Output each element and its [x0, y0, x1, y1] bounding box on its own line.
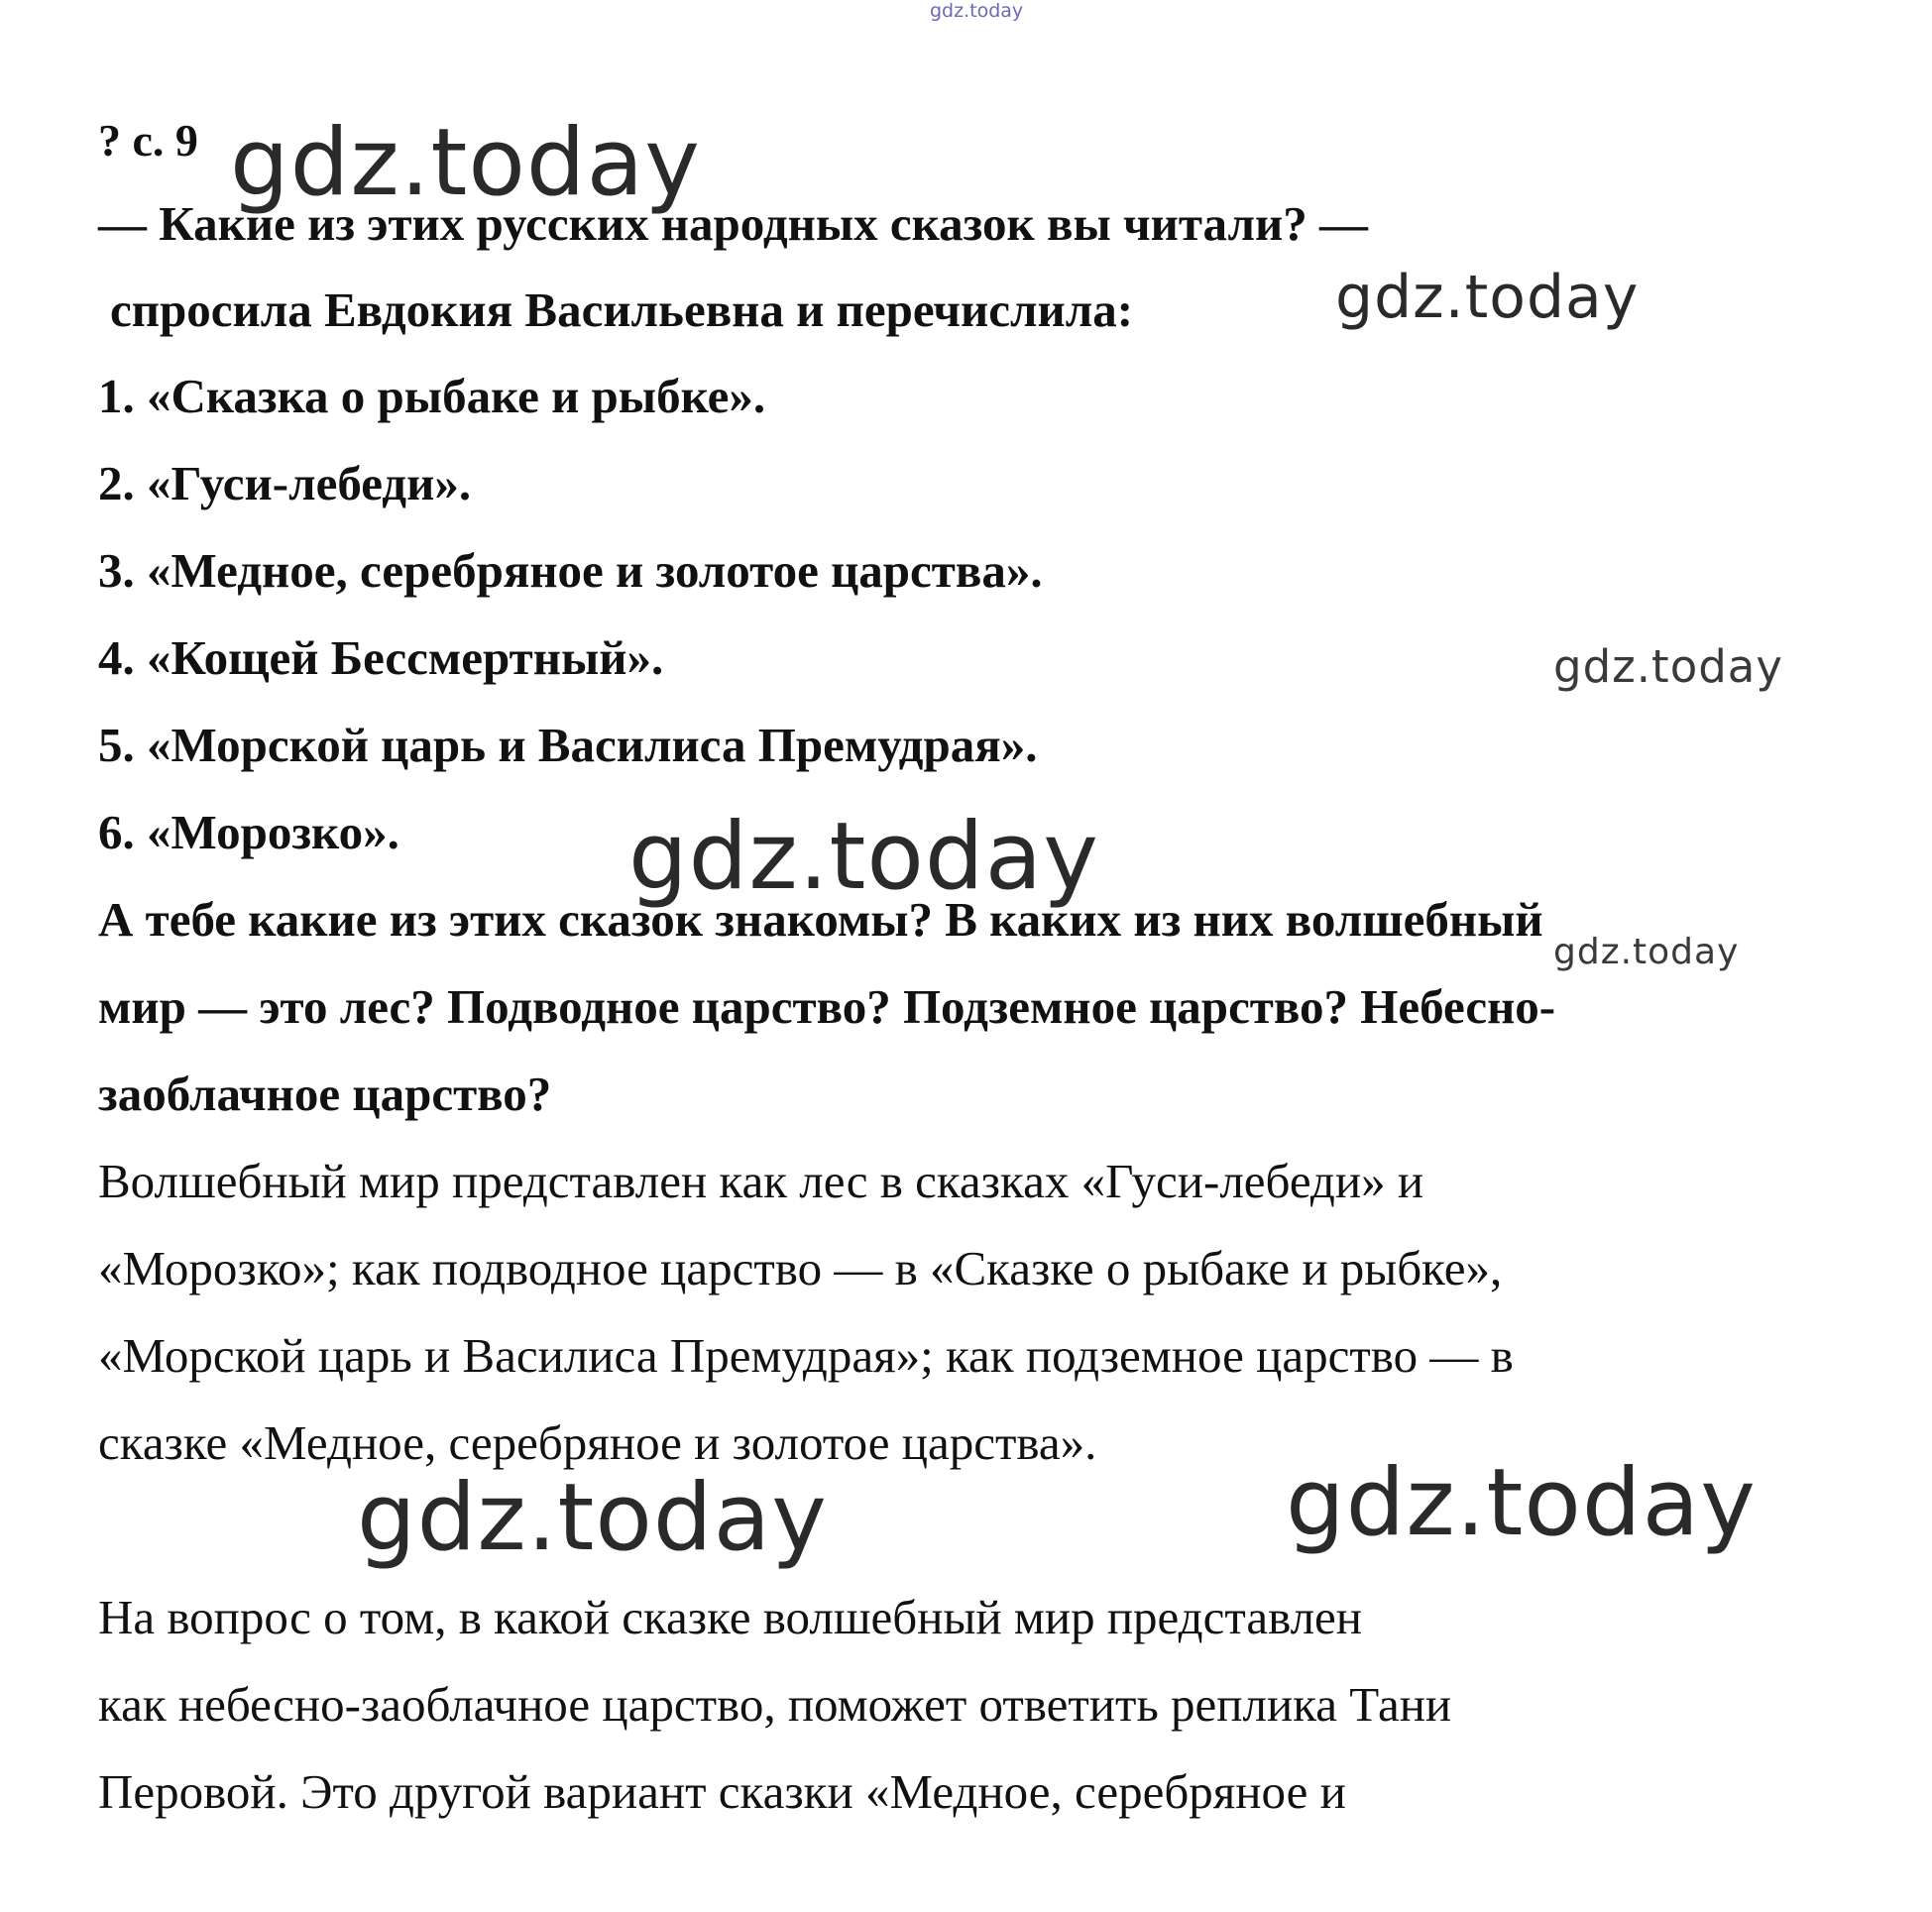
list-item-6: 6. «Морозко». [98, 805, 399, 859]
watermark-6: gdz.today [357, 1464, 828, 1572]
list-item-1: 1. «Сказка о рыбаке и рыбке». [98, 369, 766, 423]
page-reference: ? с. 9 [98, 115, 198, 166]
list-item-4: 4. «Кощей Бессмертный». [98, 630, 664, 685]
task-line-3: заоблачное царство? [98, 1067, 552, 1121]
answer2-line-1: На вопрос о том, в какой сказке волшебный мир представлен [98, 1590, 1363, 1644]
watermark-5: gdz.today [1553, 932, 1740, 972]
answer-line-2: «Морозко»; как подводное царство — в «Сказке о рыбаке и рыбке», [98, 1241, 1503, 1295]
watermark-top: gdz.today [930, 0, 1024, 22]
list-item-3: 3. «Медное, серебряное и золотое царства». [98, 543, 1043, 598]
answer2-line-2: как небесно-заоблачное царство, поможет ответить реплика Тани [98, 1677, 1452, 1732]
answer2-line-3: Перовой. Это другой вариант сказки «Медное, серебряное и [98, 1764, 1346, 1819]
list-item-2: 2. «Гуси-лебеди». [98, 456, 472, 510]
answer-line-3: «Морской царь и Василиса Премудрая»; как подземное царство — в [98, 1328, 1514, 1383]
answer-line-4: сказке «Медное, серебряное и золотое царства». [98, 1415, 1097, 1470]
list-item-5: 5. «Морской царь и Василиса Премудрая». [98, 718, 1038, 772]
watermark-1: gdz.today [230, 109, 701, 217]
question-line-2: спросила Евдокия Васильевна и перечислила: [110, 282, 1134, 337]
answer-line-1: Волшебный мир представлен как лес в сказках «Гуси-лебеди» и [98, 1154, 1424, 1208]
question-line-1: — Какие из этих русских народных сказок вы читали? — [98, 196, 1368, 251]
watermark-2: gdz.today [1335, 263, 1640, 332]
watermark-4: gdz.today [628, 803, 1099, 911]
watermark-3: gdz.today [1553, 640, 1784, 693]
task-line-2: мир — это лес? Подводное царство? Подземное царство? Небесно- [98, 979, 1556, 1034]
watermark-7: gdz.today [1286, 1449, 1757, 1557]
task-line-1: А тебе какие из этих сказок знакомы? В каких из них волшебный [98, 892, 1543, 947]
